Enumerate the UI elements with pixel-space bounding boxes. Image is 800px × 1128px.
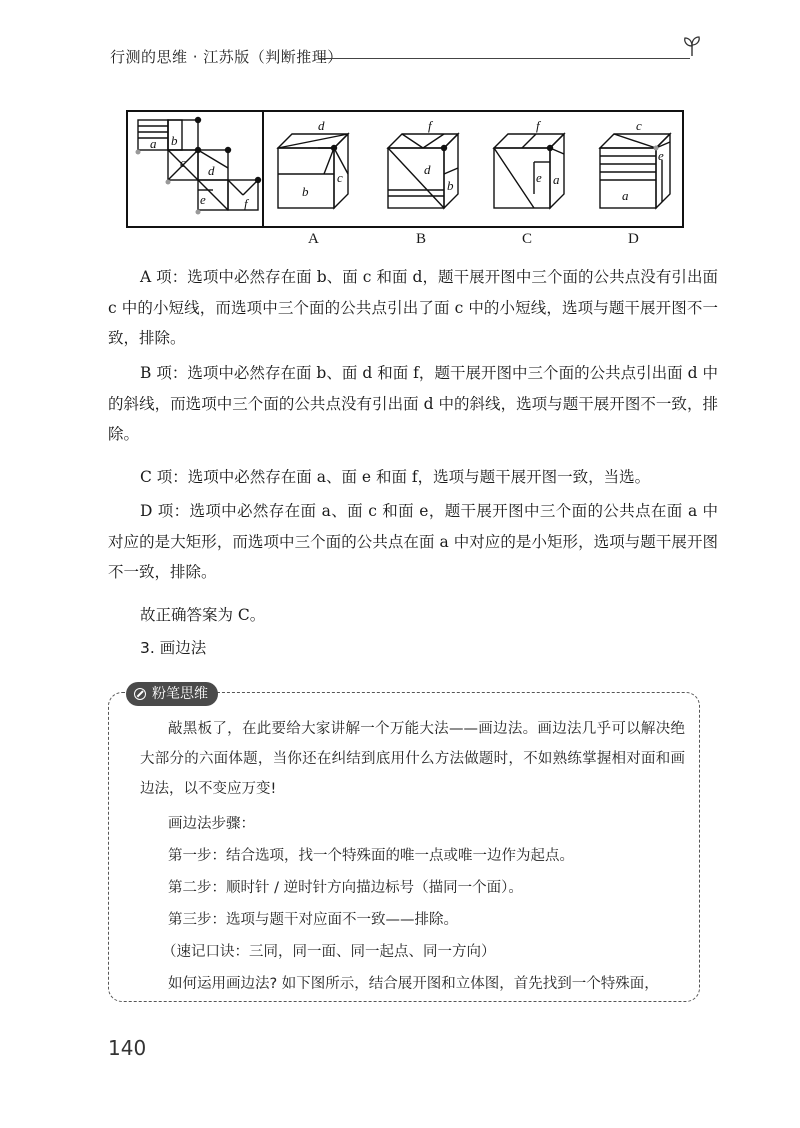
cube-d-front-label: a (622, 188, 629, 203)
cube-a-top-label: d (318, 118, 325, 133)
net-label-e: e (200, 192, 206, 207)
cube-a-front-label: b (302, 184, 309, 199)
tip-badge (126, 682, 218, 706)
cube-c-front-label: e (536, 170, 542, 185)
callout-last-line: 如何运用画边法? 如下图所示，结合展开图和立体图，首先找到一个特殊面， (168, 976, 659, 992)
option-label-d: D (628, 231, 639, 247)
header-rule (318, 58, 690, 59)
cube-b-front-label: d (424, 162, 431, 177)
cube-option-b (388, 118, 458, 208)
cube-d-top-label: c (636, 118, 642, 133)
page-number: 140 (108, 1036, 147, 1060)
cube-b-top-label: f (428, 118, 432, 133)
analysis-option-a: A 项：选项中必然存在面 b、面 c 和面 d，题干展开图中三个面的公共点没有引出面 c 中的小短线，而选项中三个面的公共点引出了面 c 中的小短线，选项与题干展开图不一致，排除。 (108, 268, 718, 347)
cube-a-side-label: c (337, 170, 343, 185)
tip-badge-label: 粉笔思维 (152, 686, 208, 702)
cube-figure-drawing (128, 112, 682, 226)
running-header-title: 行测的思维 · 江苏版（判断推理） (110, 48, 343, 66)
cube-d-side-label: e (658, 148, 664, 163)
cube-c-top-label: f (536, 118, 540, 133)
answer-conclusion: 故正确答案为 C。 (140, 606, 266, 624)
analysis-option-d: D 项：选项中必然存在面 a、面 c 和面 e，题干展开图中三个面的公共点在面 a 中对应的是大矩形，而选项中三个面的公共点在面 a 中对应的是小矩形，选项与题干展开图不一致，排除。 (108, 502, 718, 581)
cube-c-side-label: a (553, 172, 560, 187)
option-label-a: A (308, 231, 319, 247)
net-label-f: f (244, 196, 248, 211)
section-heading: 3. 画边法 (140, 639, 207, 657)
cube-figure-panel (126, 110, 684, 228)
cube-net (136, 118, 261, 215)
analysis-option-c: C 项：选项中必然存在面 a、面 e 和面 f，选项与题干展开图一致，当选。 (140, 468, 651, 486)
net-label-b: b (171, 133, 178, 148)
net-label-d: d (208, 163, 215, 178)
callout-mnemonic: （速记口诀：三同，同一面、同一起点、同一方向） (162, 944, 496, 960)
net-label-a: a (150, 136, 157, 151)
cube-b-side-label: b (447, 178, 454, 193)
callout-step-2: 第二步：顺时针 / 逆时针方向描边标号（描同一个面）。 (168, 880, 523, 896)
cube-option-d (600, 118, 670, 208)
callout-step-3: 第三步：选项与题干对应面不一致——排除。 (168, 912, 458, 928)
sprout-icon (680, 34, 704, 58)
callout-steps-title: 画边法步骤： (168, 816, 255, 832)
option-label-b: B (416, 231, 427, 247)
callout-intro: 敲黑板了，在此要给大家讲解一个万能大法——画边法。画边法几乎可以解决绝大部分的六面体题，当你还在纠结到底用什么方法做题时，不如熟练掌握相对面和画边法，以不变应万变! (140, 721, 685, 797)
callout-step-1: 第一步：结合选项，找一个特殊面的唯一点或唯一边作为起点。 (168, 848, 574, 864)
option-label-c: C (522, 231, 533, 247)
cube-option-a (278, 118, 348, 208)
analysis-option-b: B 项：选项中必然存在面 b、面 d 和面 f，题干展开图中三个面的公共点引出面 d 中的斜线，而选项中三个面的公共点没有引出面 d 中的斜线，选项与题干展开图不一致，排除。 (108, 364, 718, 443)
no-sign-icon (134, 688, 146, 700)
net-label-c: c (180, 155, 186, 170)
cube-option-c (494, 118, 564, 208)
